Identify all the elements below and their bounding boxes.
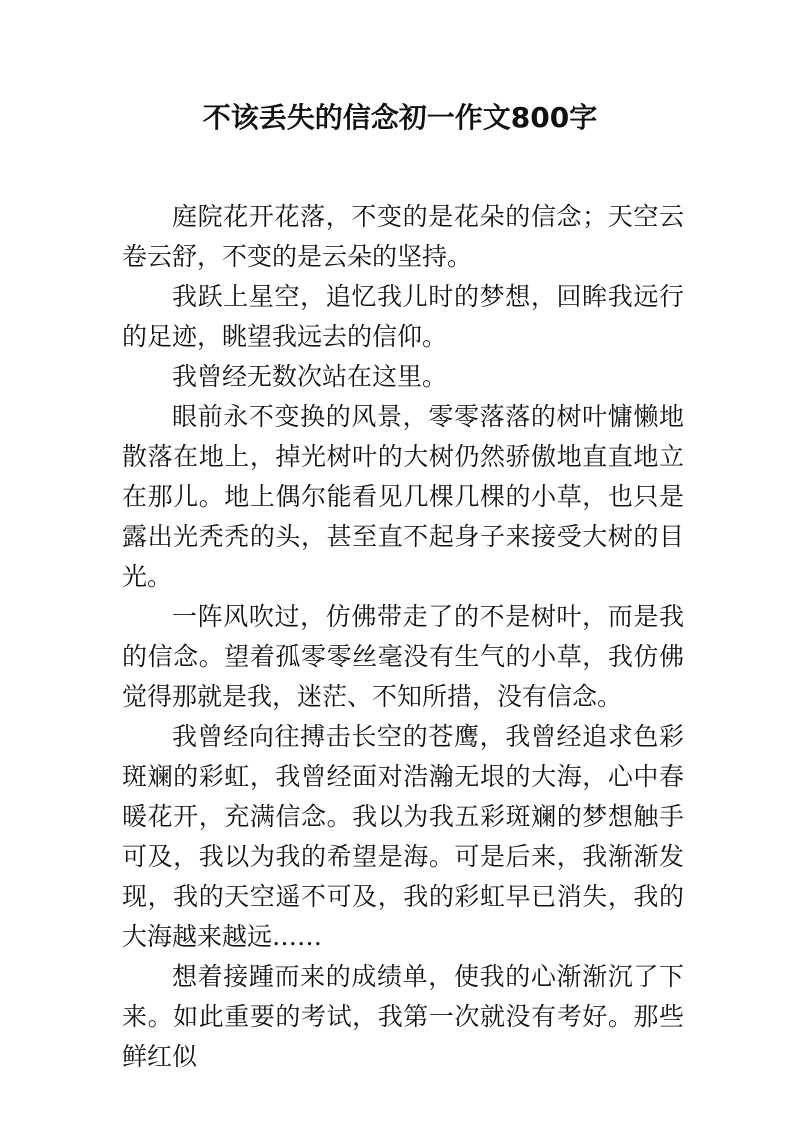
document-title: 不该丢失的信念初一作文800字 bbox=[202, 101, 598, 134]
paragraph: 想着接踵而来的成绩单，使我的心渐渐沉了下来。如此重要的考试，我第一次就没有考好。那些鲜红似 bbox=[122, 962, 684, 1071]
paragraph: 庭院花开花落，不变的是花朵的信念；天空云卷云舒，不变的是云朵的坚持。 bbox=[122, 202, 684, 271]
paragraph: 我曾经向往搏击长空的苍鹰，我曾经追求色彩斑斓的彩虹，我曾经面对浩瀚无垠的大海，心中春暖花开，充满信念。我以为我五彩斑斓的梦想触手可及，我以为我的希望是海。可是后来，我渐渐发现，我的天空遥不可及，我的彩虹早已消失，我的大海越来越远…… bbox=[122, 722, 684, 951]
document-body bbox=[122, 197, 684, 1077]
paragraph: 一阵风吹过，仿佛带走了的不是树叶，而是我的信念。望着孤零零丝毫没有生气的小草，我仿佛觉得那就是我，迷茫、不知所措，没有信念。 bbox=[122, 602, 684, 711]
paragraph: 我跃上星空，追忆我儿时的梦想，回眸我远行的足迹，眺望我远去的信仰。 bbox=[122, 282, 684, 351]
paragraph: 我曾经无数次站在这里。 bbox=[172, 362, 448, 391]
paragraph: 眼前永不变换的风景，零零落落的树叶慵懒地散落在地上，掉光树叶的大树仍然骄傲地直直地立在那儿。地上偶尔能看见几棵几棵的小草，也只是露出光秃秃的头，甚至直不起身子来接受大树的目光。 bbox=[122, 402, 684, 591]
